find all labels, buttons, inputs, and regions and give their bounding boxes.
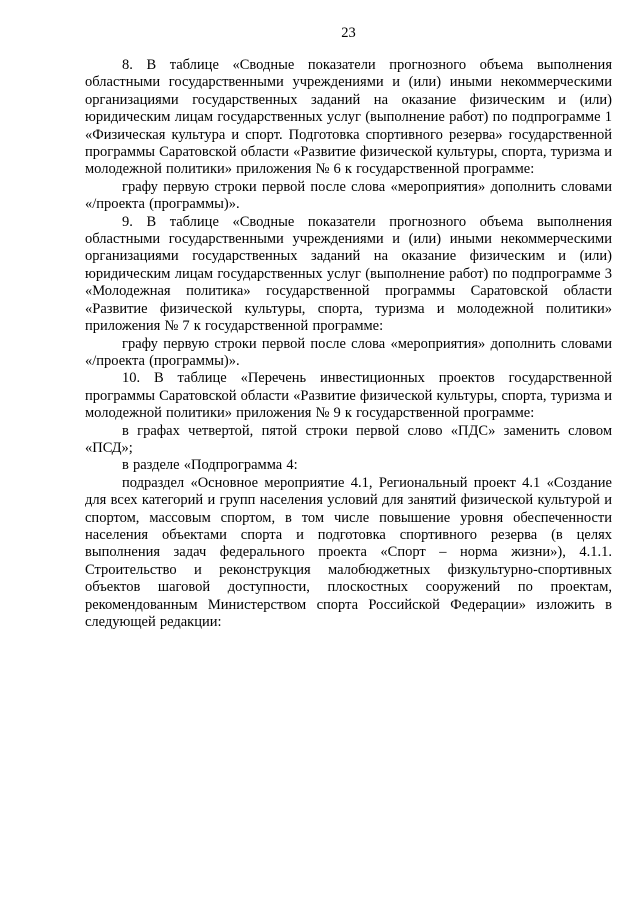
paragraph: 9. В таблице «Сводные показатели прогнозного объема выполнения областными государственными учреждениями и (или) иными некоммерческими организациями государственных заданий на оказание физическим и (или) юридическим лицам государственных услуг (выполнение работ) по подпрограмме 3 «Молодежная политика» государственной программы Саратовской области «Развитие физической культуры, спорта, туризма и молодежной политики» приложения № 7 к государственной программе:: [85, 213, 612, 335]
paragraph: в графах четвертой, пятой строки первой слово «ПДС» заменить словом «ПСД»;: [85, 422, 612, 456]
document-body: [85, 57, 612, 631]
paragraph: графу первую строки первой после слова «мероприятия» дополнить словами «/проекта (программы)».: [85, 335, 612, 369]
page-number: 23: [341, 25, 356, 41]
paragraph: графу первую строки первой после слова «мероприятия» дополнить словами «/проекта (программы)».: [85, 178, 612, 213]
paragraph: 8. В таблице «Сводные показатели прогнозного объема выполнения областными государственными учреждениями и (или) иными некоммерческими организациями государственных заданий на оказание физическим и (или) юридическим лицам государственных услуг (выполнение работ) по подпрограмме 1 «Физическая культура и спорт. Подготовка спортивного резерва» государственной программы Саратовской области «Развитие физической культуры, спорта, туризма и молодежной политики» приложения № 6 к государственной программе:: [85, 57, 612, 178]
paragraph: подраздел «Основное мероприятие 4.1, Региональный проект 4.1 «Создание для всех категорий и групп населения условий для занятий физической культурой и спортом, массовым спортом, в том числе повышение уровня обеспеченности населения объектами спорта и подготовка спортивного резерва (в целях выполнения задач федерального проекта «Спорт – норма жизни»), 4.1.1. Строительство и реконструкция малобюджетных физкультурно-спортивных объектов шаговой доступности, плоскостных сооружений по проектам, рекомендованным Министерством спорта Российской Федерации» изложить в следующей редакции:: [85, 474, 612, 630]
paragraph: 10. В таблице «Перечень инвестиционных проектов государственной программы Саратовской области «Развитие физической культуры, спорта, туризма и молодежной политики» приложения № 9 к государственной программе:: [85, 370, 612, 422]
paragraph: в разделе «Подпрограмма 4:: [122, 457, 298, 474]
